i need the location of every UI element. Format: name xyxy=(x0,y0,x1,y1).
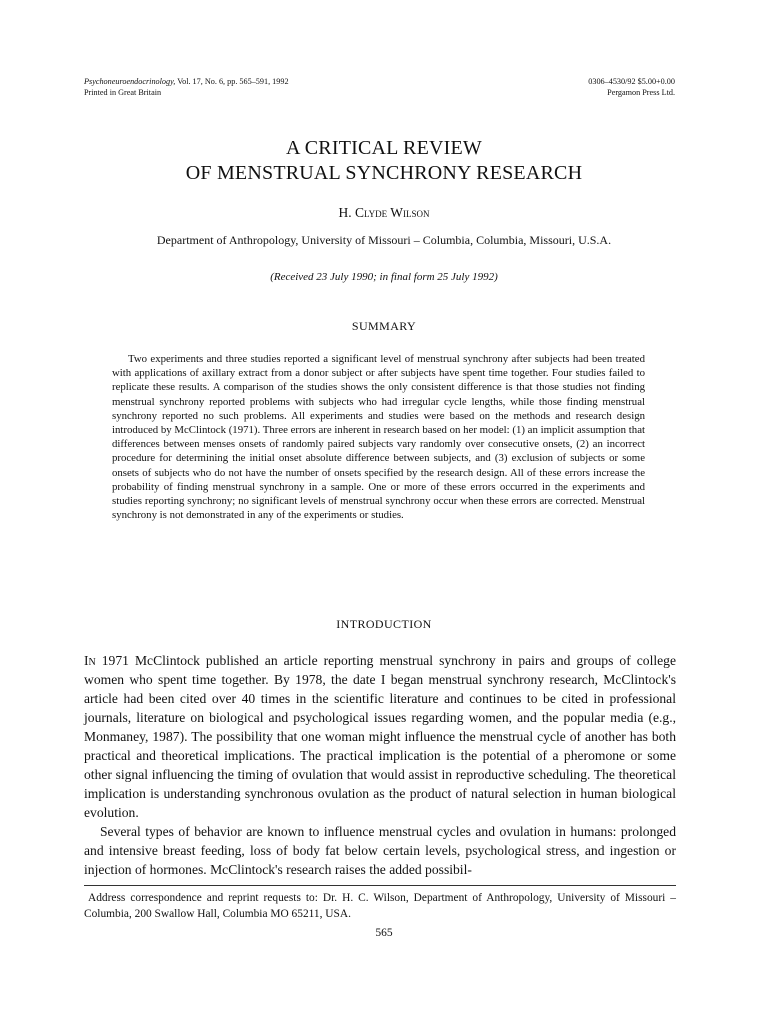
author-affiliation: Department of Anthropology, University of Missouri – Columbia, Columbia, Missouri, U.S.A. xyxy=(156,233,612,247)
journal-name: Psychoneuroendocrinology, xyxy=(84,77,176,86)
intro-paragraph-1 xyxy=(84,651,676,822)
summary-heading: SUMMARY xyxy=(351,319,417,333)
summary-paragraph xyxy=(112,352,645,522)
running-header-right xyxy=(588,76,675,98)
footnote xyxy=(84,890,676,922)
journal-citation: Vol. 17, No. 6, pp. 565–591, 1992 xyxy=(175,77,289,86)
received-dates: (Received 23 July 1990; in final form 25 July 1992) xyxy=(270,271,498,283)
title-line-1: A CRITICAL REVIEW xyxy=(286,137,482,159)
article-title xyxy=(0,136,768,186)
intro-paragraph-1-text: 1971 McClintock published an article reporting menstrual synchrony in pairs and groups of college women who spent time together. By 1978, the date I began menstrual synchrony research, McClintock's article had been cited over 40 times in the scientific literature and continues to be cited in professional journals, literature on biological and psychological issues regarding women, and the popular media (e.g., Monmaney, 1987). The possibility that one woman might influence the menstrual cycle of another has both practical and theoretical implications. The practical implication is the potential of a pheromone or some other signal influencing the timing of ovulation that would assist in reproductive scheduling. The theoretical implication is understanding synchronous ovulation as the product of natural selection in human biological evolution. xyxy=(84,653,676,820)
author-name: H. Clyde Wilson xyxy=(338,205,430,220)
summary-text: Two experiments and three studies reported a significant level of menstrual synchrony after subjects had been treated with applications of axillary extract from a donor subject or after subjects have spent time together. Four studies failed to replicate these results. A comparison of the studies shows the only consistent difference is that those studies not finding menstrual synchrony reported problems with subjects who had irregular cycle lengths, while those finding menstrual synchrony reported no such problems. All experiments and studies were based on the methods and research design introduced by McClintock (1971). Three errors are inherent in research based on her model: (1) an implicit assumption that differences between menses onsets of randomly paired subjects vary randomly over consecutive onsets, (2) an incorrect procedure for determining the initial onset absolute difference between subjects, and (3) exclusion of subjects or some onsets of subjects who do not have the number of onsets specified by the research design. All of these errors increase the probability of finding menstrual synchrony in a sample. One or more of these errors occurred in the experiments and studies reporting synchrony; no significant levels of menstrual synchrony occur when these errors are corrected. Menstrual synchrony is not demonstrated in any of the experiments or studies. xyxy=(112,353,645,522)
intro-paragraph-2: Several types of behavior are known to influence menstrual cycles and ovulation in humans: prolonged and intensive breast feeding, loss of body fat below certain levels, psychological stress, and ingestion or injection of hormones. McClintock's research raises the added possibil- xyxy=(84,824,676,877)
drop-word: In xyxy=(84,653,96,668)
publisher: Pergamon Press Ltd. xyxy=(607,88,675,97)
introduction-body xyxy=(84,651,676,879)
page-number: 565 xyxy=(375,927,393,939)
footnote-rule xyxy=(84,885,676,886)
introduction-heading: INTRODUCTION xyxy=(336,617,432,631)
running-header-left xyxy=(84,76,289,98)
title-line-2: OF MENSTRUAL SYNCHRONY RESEARCH xyxy=(185,162,583,184)
printed-in: Printed in Great Britain xyxy=(84,88,162,97)
footnote-text: Address correspondence and reprint requests to: Dr. H. C. Wilson, Department of Anthropology, University of Missouri – Columbia, 200 Swallow Hall, Columbia MO 65211, USA. xyxy=(84,892,676,920)
issn-price-code: 0306–4530/92 $5.00+0.00 xyxy=(588,77,675,86)
